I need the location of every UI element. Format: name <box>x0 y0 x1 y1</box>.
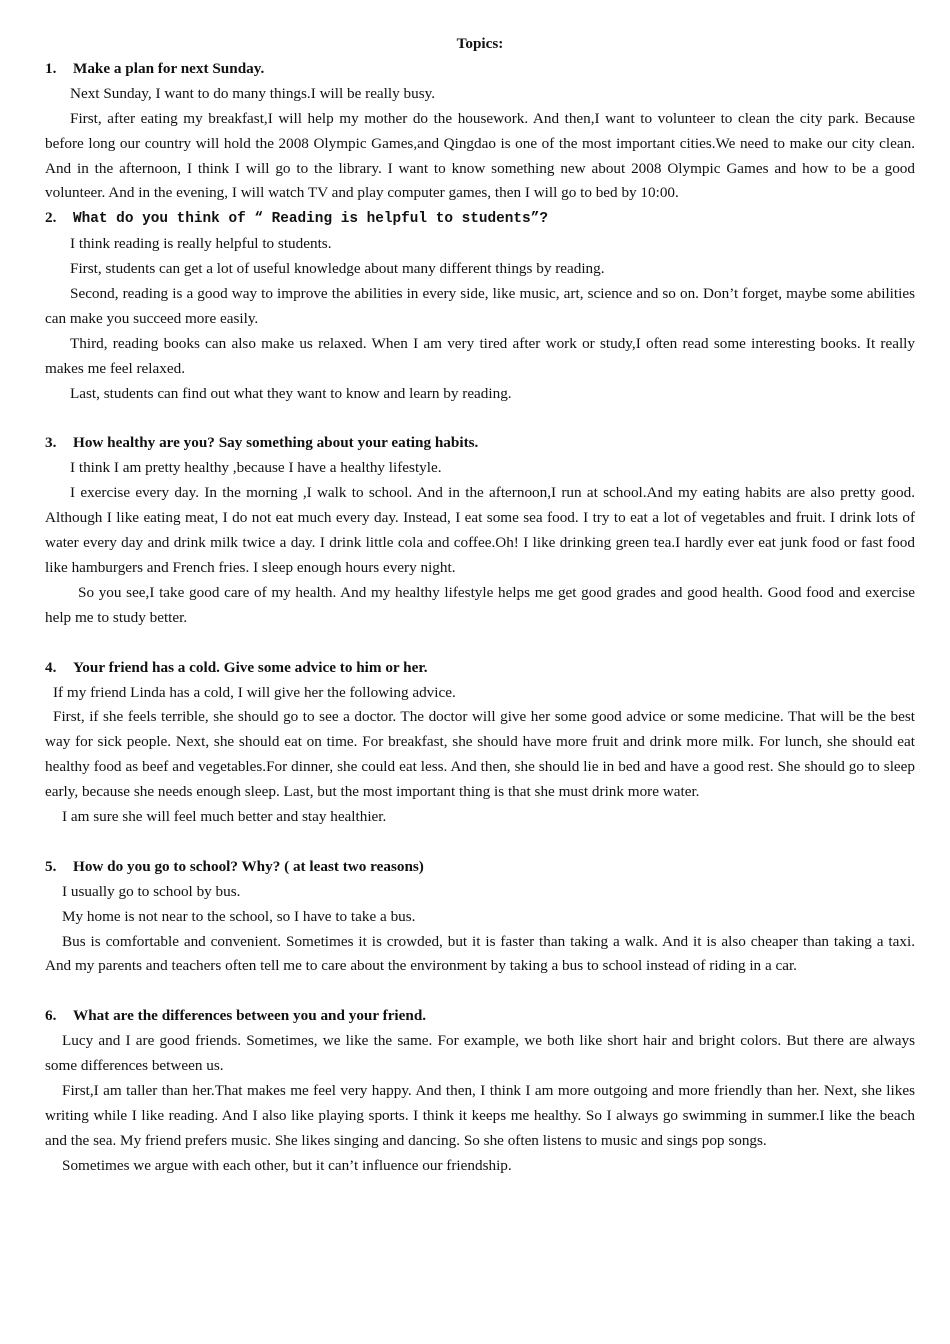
section-heading-text: How healthy are you? Say something about your eating habits. <box>73 434 479 452</box>
spacer <box>45 407 915 432</box>
section-heading-text: Make a plan for next Sunday. <box>73 59 265 77</box>
paragraph: Last, students can find out what they want to know and learn by reading. <box>70 384 512 402</box>
section-3-heading <box>45 431 915 456</box>
paragraph: So you see,I take good care of my health. And my healthy lifestyle helps me get good grades and good health. Good food and exercise help me to study better. <box>45 583 915 626</box>
paragraph: Second, reading is a good way to improve the abilities in every side, like music, art, science and so on. Don’t forget, maybe some abilities can make you succeed more easily. <box>45 285 915 327</box>
section-2-heading <box>45 206 915 232</box>
paragraph: First, after eating my breakfast,I will help my mother do the housework. And then,I want to volunteer to clean the city park. Because before long our country will hold the 2008 Olympic Games,and Qingdao is one of the most important cities.We need to make our city clean. And in the afternoon, I think I will go to the library. I want to know something new about 2008 Olympic Games and how to be a good volunteer. And in the evening, I will watch TV and play computer games, then I will go to bed by 10:00. <box>45 109 915 202</box>
spacer <box>45 830 915 855</box>
section-number: 4. <box>45 658 57 676</box>
paragraph: If my friend Linda has a cold, I will give her the following advice. <box>53 683 456 701</box>
paragraph: I exercise every day. In the morning ,I walk to school. And in the afternoon,I run at school.And my eating habits are also pretty good. Although I like eating meat, I do not eat much every day. Instead, I eat some sea food. I try to eat a lot of vegetables and fruit. I drink lots of water every day and drink milk twice a day. I drink little cola and coffee.Oh! I like drinking green tea.I hardly ever eat junk food or fast food like hamburgers and French fries. I sleep enough hours every night. <box>45 484 915 577</box>
section-5-heading <box>45 855 915 880</box>
spacer <box>45 979 915 1004</box>
paragraph: Third, reading books can also make us relaxed. When I am very tired after work or study,I often read some interesting books. It really makes me feel relaxed. <box>45 334 915 377</box>
section-number: 1. <box>45 59 57 77</box>
paragraph: I think I am pretty healthy ,because I have a healthy lifestyle. <box>70 459 442 477</box>
document-page <box>45 32 915 1179</box>
paragraph: I usually go to school by bus. <box>62 882 241 900</box>
paragraph: My home is not near to the school, so I have to take a bus. <box>62 907 416 925</box>
section-number: 3. <box>45 434 57 452</box>
paragraph: First, students can get a lot of useful knowledge about many different things by reading. <box>70 260 605 278</box>
section-number: 5. <box>45 857 57 875</box>
section-number: 2. <box>45 209 57 227</box>
paragraph: I am sure she will feel much better and stay healthier. <box>62 808 387 826</box>
section-number: 6. <box>45 1007 57 1025</box>
section-6-heading <box>45 1004 915 1029</box>
spacer <box>45 631 915 656</box>
section-heading-text: Your friend has a cold. Give some advice to him or her. <box>73 658 428 676</box>
paragraph: Lucy and I are good friends. Sometimes, we like the same. For example, we both like short hair and bright colors. But there are always some differences between us. <box>45 1032 915 1075</box>
paragraph: Next Sunday, I want to do many things.I will be really busy. <box>70 84 436 102</box>
paragraph: First, if she feels terrible, she should go to see a doctor. The doctor will give her some good advice or some medicine. That will be the best way for sick people. Next, she should eat on time. For breakfast, she should have more fruit and drink more milk. For lunch, she should eat healthy food as beef and vegetables.For dinner, she could eat less. And then, she should lie in bed and have a good rest. She should go to sleep early, because she needs enough sleep. Last, but the most important thing is that she must drink more water. <box>45 708 915 801</box>
paragraph: I think reading is really helpful to students. <box>70 235 332 253</box>
paragraph: Sometimes we argue with each other, but it can’t influence our friendship. <box>62 1156 512 1174</box>
section-heading-text: How do you go to school? Why? ( at least two reasons) <box>73 857 424 875</box>
paragraph: Bus is comfortable and convenient. Sometimes it is crowded, but it is faster than taking a walk. And it is also cheaper than taking a taxi. And my parents and teachers often tell me to care about the environment by taking a bus to school instead of riding in a car. <box>45 932 915 975</box>
section-heading-text: What are the differences between you and your friend. <box>73 1007 427 1025</box>
paragraph: First,I am taller than her.That makes me feel very happy. And then, I think I am more outgoing and more friendly than her. Next, she likes writing while I like reading. And I also like playing sports. I think it keeps me healthy. So I always go swimming in summer.I like the beach and the sea. My friend prefers music. She likes singing and dancing. So she often listens to music and sings pop songs. <box>45 1082 915 1149</box>
section-4-heading <box>45 656 915 681</box>
page-title: Topics: <box>456 35 504 52</box>
section-1-heading <box>45 57 915 82</box>
section-heading-text: What do you think of “ Reading is helpful to students”? <box>73 211 548 228</box>
